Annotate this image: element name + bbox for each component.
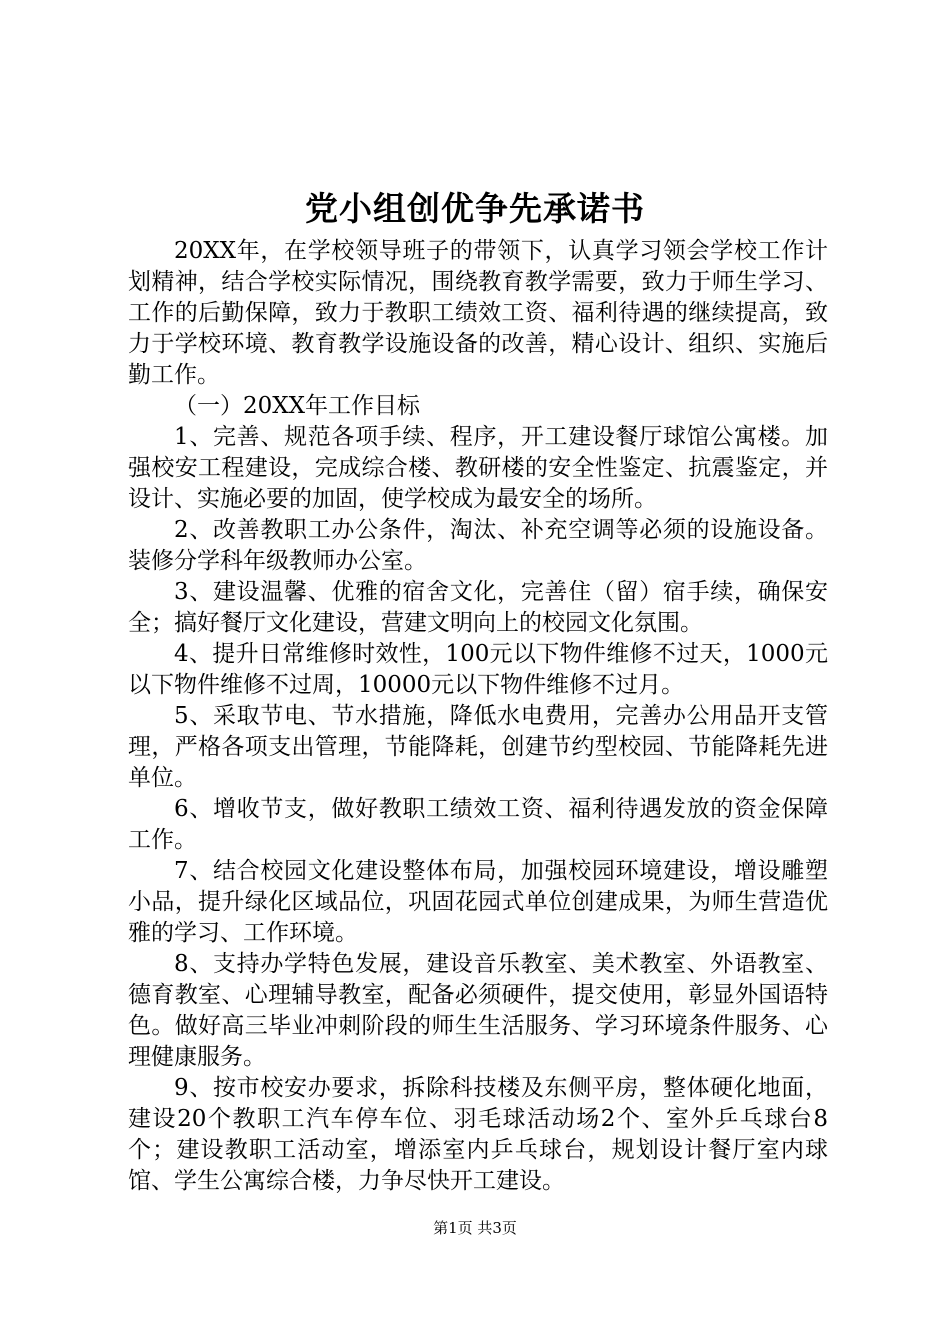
document-title: 党小组创优争先承诺书: [305, 189, 645, 228]
page-number-footer: 第1页 共3页: [433, 1219, 517, 1237]
paragraph-item-5: 5、采取节电、节水措施，降低水电费用，完善办公用品开支管理，严格各项支出管理，节能降耗，创建节约型校园、节能降耗先进单位。: [128, 703, 828, 791]
paragraph-item-8: 8、支持办学特色发展，建设音乐教室、美术教室、外语教室、德育教室、心理辅导教室，配备必须硬件，提交使用，彰显外国语特色。做好高三毕业冲刺阶段的师生生活服务、学习环境条件服务、心理健康服务。: [128, 951, 828, 1070]
paragraph-item-6: 6、增收节支，做好教职工绩效工资、福利待遇发放的资金保障工作。: [128, 796, 828, 853]
paragraph-item-1: 1、完善、规范各项手续、程序，开工建设餐厅球馆公寓楼。加强校安工程建设，完成综合楼、教研楼的安全性鉴定、抗震鉴定，并设计、实施必要的加固，使学校成为最安全的场所。: [128, 424, 828, 512]
paragraph-item-3: 3、建设温馨、优雅的宿舍文化，完善住（留）宿手续，确保安全；搞好餐厅文化建设，营建文明向上的校园文化氛围。: [128, 579, 828, 636]
document-body: [128, 236, 828, 1197]
paragraph-item-2: 2、改善教职工办公条件，淘汰、补充空调等必须的设施设备。装修分学科年级教师办公室。: [128, 517, 828, 574]
paragraph-item-7: 7、结合校园文化建设整体布局，加强校园环境建设，增设雕塑小品，提升绿化区域品位，巩固花园式单位创建成果，为师生营造优雅的学习、工作环境。: [128, 858, 828, 946]
paragraph-item-4: 4、提升日常维修时效性，100元以下物件维修不过天，1000元以下物件维修不过周，10000元以下物件维修不过月。: [128, 641, 828, 698]
paragraph-intro: 20XX年，在学校领导班子的带领下，认真学习领会学校工作计划精神，结合学校实际情况，围绕教育教学需要，致力于师生学习、工作的后勤保障，致力于教职工绩效工资、福利待遇的继续提高，致力于学校环境、教育教学设施设备的改善，精心设计、组织、实施后勤工作。: [128, 238, 828, 388]
paragraph-section-heading: （一）20XX年工作目标: [174, 393, 421, 419]
paragraph-item-9: 9、按市校安办要求，拆除科技楼及东侧平房，整体硬化地面，建设20个教职工汽车停车位、羽毛球活动场2个、室外乒乓球台8个；建设教职工活动室，增添室内乒乓球台，规划设计餐厅室内球馆、学生公寓综合楼，力争尽快开工建设。: [128, 1075, 828, 1194]
